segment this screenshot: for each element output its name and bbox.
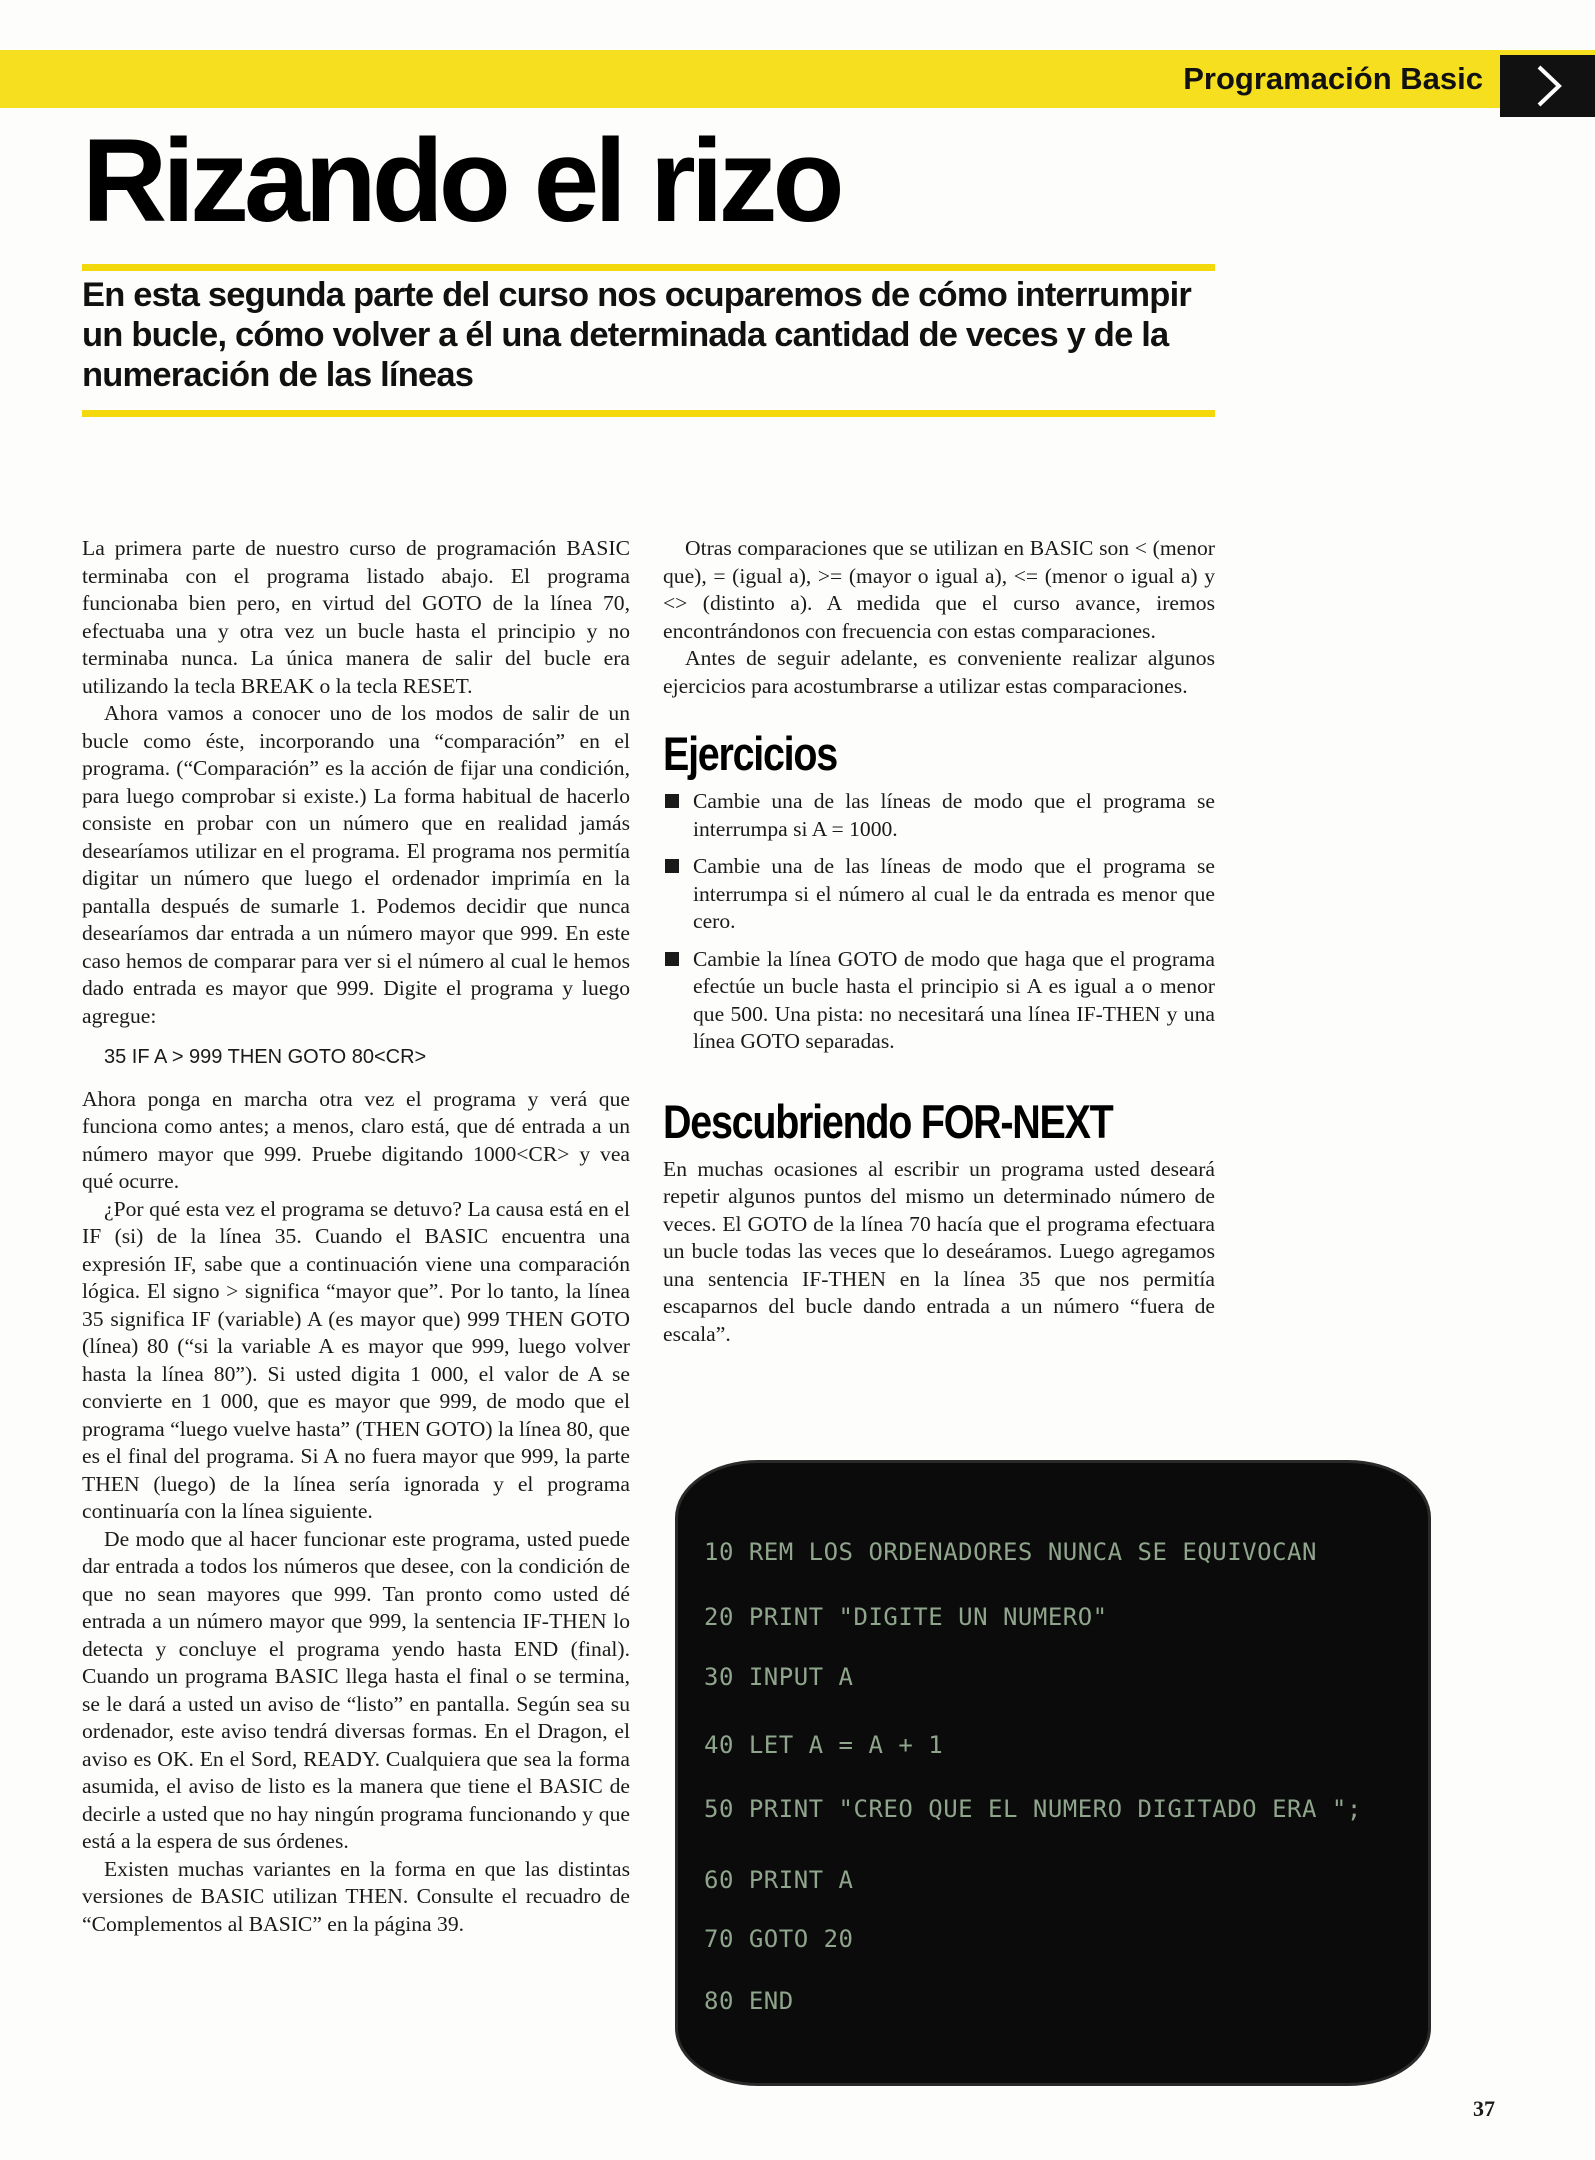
exercise-item: Cambie una de las líneas de modo que el programa se interrumpa si el número al cual le da entrada es menor que cero.: [663, 853, 1215, 936]
heading-ejercicios: Ejercicios: [663, 727, 837, 780]
page-title: Rizando el rizo: [82, 115, 840, 247]
square-bullet-icon: [665, 794, 679, 808]
code-snippet: 35 IF A > 999 THEN GOTO 80<CR>: [104, 1046, 427, 1068]
heading-for-next: Descubriendo FOR-NEXT: [663, 1094, 1113, 1148]
chevron-right-icon: [1500, 55, 1595, 117]
subtitle: En esta segunda parte del curso nos ocuparemos de cómo interrumpir un bucle, cómo volver a él una determinada cantidad de veces y de la numeración de las líneas: [82, 276, 1191, 394]
section-label: Programación Basic: [1183, 61, 1483, 96]
bottom-rule: [82, 410, 1215, 417]
paragraph: Antes de seguir adelante, es conveniente realizar algunos ejercicios para acostumbrarse a utilizar estas comparaciones.: [663, 646, 1215, 698]
paragraph: Ahora vamos a conocer uno de los modos de salir de un bucle como éste, incorporando una “comparación” en el programa. (“Comparación” es la acción de fijar una condición, para luego comprobar si existe.) La forma habitual de hacerlo consiste en probar con un número que en realidad jamás desearíamos utilizar en el programa. El programa nos permitía digitar un número que luego el ordenador imprimía en la pantalla después de sumarle 1. Podemos decidir que nunca desearíamos dar entrada a un número mayor que 999. En este caso hemos de comparar para ver si el número al cual le hemos dado entrada es mayor que 999. Digite el programa y luego agregue:: [82, 701, 630, 1028]
paragraph: La primera parte de nuestro curso de programación BASIC terminaba con el programa listado abajo. El programa funcionaba bien pero, en virtud del GOTO de la línea 70, efectuaba una y otra vez un bucle hasta el principio y no terminaba nunca. La única manera de salir del bucle era utilizando la tecla BREAK o la tecla RESET.: [82, 536, 630, 698]
exercise-item: Cambie la línea GOTO de modo que haga que el programa efectúe un bucle hasta el principio si A es igual a o menor que 500. Una pista: no necesitará una línea IF-THEN y una línea GOTO separadas.: [663, 946, 1215, 1056]
computer-screen: [678, 1463, 1428, 2083]
paragraph: De modo que al hacer funcionar este programa, usted puede dar entrada a todos los números que desee, con la condición de que no sean mayores que 999. Tan pronto como usted dé entrada a un número mayor que 999, la sentencia IF-THEN lo detecta y concluye el programa yendo hasta END (final). Cuando un programa BASIC llega hasta el final o se termina, se le dará a usted un aviso de “listo” en pantalla. Según sea su ordenador, este aviso tendrá diversas formas. En el Dragon, el aviso es OK. En el Sord, READY. Cualquiera que sea la forma asumida, el aviso de listo es la manera que tiene el BASIC de decirle a usted que no hay ningún programa funcionando y que está a la espera de sus órdenes.: [82, 1526, 630, 1853]
paragraph: ¿Por qué esta vez el programa se detuvo? La causa está en el IF (si) de la línea 35. Cuando el BASIC encuentra una expresión IF, sabe que a continuación viene una comparación lógica. El signo > significa “mayor que”. Por lo tanto, la línea 35 significa IF (variable) A (es mayor que) 999 THEN GOTO (línea) 80 (“si la variable A es mayor que 999, luego volver hasta la línea 80”). Si usted digita 1 000, el valor de A se convierte en 1 000, que es mayor que 999, de modo que el programa “luego vuelve hasta” (THEN GOTO) la línea 80, que es el final del programa. Si A no fuera mayor que 999, la parte THEN (luego) de la línea sería ignorada y el programa continuaría con la línea siguiente.: [82, 1196, 630, 1523]
top-rule: [82, 264, 1215, 271]
square-bullet-icon: [665, 952, 679, 966]
paragraph: Otras comparaciones que se utilizan en BASIC son < (menor que), = (igual a), >= (mayor o igual a), <= (menor o igual a) y <> (distinto a). A medida que el curso avance, iremos encontrándonos con frecuencia con estas comparaciones.: [663, 536, 1215, 643]
paragraph: En muchas ocasiones al escribir un programa usted deseará repetir algunos puntos del mismo un determinado número de veces. El GOTO de la línea 70 hacía que el programa efectuara un bucle todas las veces que lo deseáramos. Luego agregamos una sentencia IF-THEN en la línea 35 que nos permitía escaparnos del bucle dando entrada a un número “fuera de escala”.: [663, 1156, 1215, 1346]
program-line: 10 REM LOS ORDENADORES NUNCA SE EQUIVOCAN: [704, 1538, 1317, 1566]
paragraph: Ahora ponga en marcha otra vez el programa y verá que funciona como antes; a menos, claro está, que dé entrada a un número mayor que 999. Pruebe digitando 1000<CR> y vea qué ocurre.: [82, 1086, 630, 1193]
program-line: 70 GOTO 20: [704, 1925, 854, 1953]
program-line: 50 PRINT "CREO QUE EL NUMERO DIGITADO ERA ";: [704, 1795, 1362, 1823]
square-bullet-icon: [665, 859, 679, 873]
program-line: 20 PRINT "DIGITE UN NUMERO": [704, 1603, 1108, 1631]
right-column: [663, 535, 1215, 1348]
program-line: 30 INPUT A: [704, 1663, 854, 1691]
paragraph: Existen muchas variantes en la forma en que las distintas versiones de BASIC utilizan THEN. Consulte el recuadro de “Complementos al BASIC” en la página 39.: [82, 1856, 630, 1936]
program-line: 40 LET A = A + 1: [704, 1731, 944, 1759]
left-column: [82, 535, 630, 1938]
exercise-item: Cambie una de las líneas de modo que el programa se interrumpa si A = 1000.: [663, 788, 1215, 843]
program-line: 60 PRINT A: [704, 1866, 854, 1894]
page-number: 37: [1473, 2096, 1495, 2121]
program-line: 80 END: [704, 1987, 794, 2015]
